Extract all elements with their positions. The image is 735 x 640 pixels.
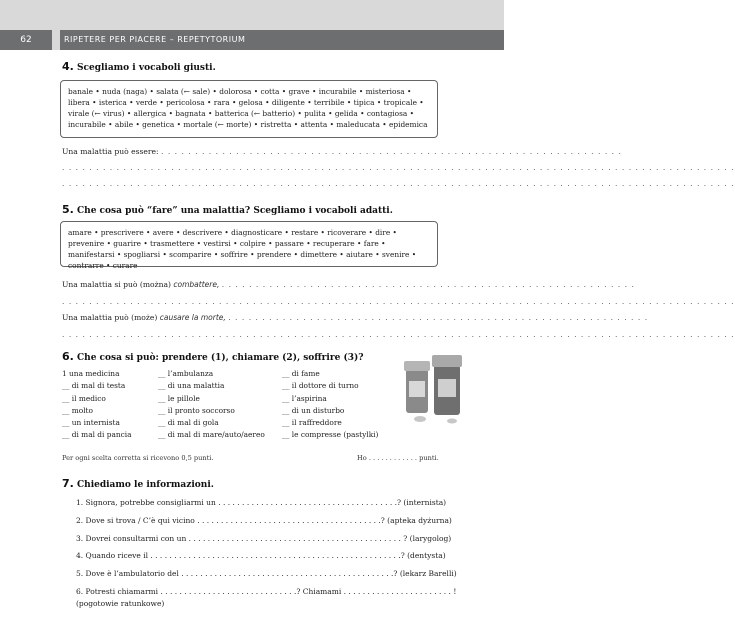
ex6-item[interactable]: __ il pronto soccorso xyxy=(158,405,235,415)
ex7-number: 7. xyxy=(62,477,74,490)
ex6-score-field[interactable]: Ho . . . . . . . . . . . . punti. xyxy=(357,454,439,462)
answer-line[interactable]: . . . . . . . . . . . . . . . . . . . . . . . . . . . . . . . . . . . . . . . . . . . . . . . . . . . . . . . . . . . . . . . . . . . . . . . . . . . . . . . . . . . . . . . . . . . . . . . . . . . xyxy=(62,163,735,172)
answer-line[interactable]: . . . . . . . . . . . . . . . . . . . . . . . . . . . . . . . . . . . . . . . . . . . . . . . . . . . . . . . . . . . . . . . . . . . . . . . . . . . . . . . . . . . . . . . . . . . . . . . . . . . xyxy=(62,297,735,306)
ex5-line2-answer: causare la morte, xyxy=(159,313,226,322)
ex6-item[interactable]: 1 una medicina xyxy=(62,369,120,378)
ex4-title: Scegliamo i vocaboli giusti. xyxy=(76,63,216,73)
pill-bottles-illustration xyxy=(400,345,470,425)
ex6-item[interactable]: __ molto xyxy=(62,405,93,415)
ex6-number: 6. xyxy=(62,350,74,363)
ex6-heading xyxy=(62,350,364,363)
ex6-item[interactable]: __ il raffreddore xyxy=(282,418,342,428)
ex6-item[interactable]: __ di un disturbo xyxy=(282,405,345,415)
ex6-score-note: Per ogni scelta corretta si ricevono 0,5 punti. xyxy=(62,454,214,462)
ex4-word-box: banale • nuda (naga) • salata (← sale) • dolorosa • cotta • grave • incurabile • misteriosa • libera • isterica • verde • pericolosa • rara • gelosa • diligente • terribile • tipica • tropicale • virale (← virus) • allergica • bagnata • batterica (← batterio) • pulita • gelida • contagiosa • incurabile • abile • genetica • mortale (← morte) • ristretta • attenta • maleducata • epidemica xyxy=(60,80,438,138)
ex6-item[interactable]: __ di una malattia xyxy=(158,381,225,391)
ex5-word-box: amare • prescrivere • avere • descrivere • diagnosticare • restare • ricoverare • dire • prevenire • guarire • trasmettere • vestirsi • colpire • passare • recuperare • fare • manifestarsi • spogliarsi • scomparire • soffrire • prendere • dimettere • aiutare • svenire • contrarre • curare xyxy=(60,221,438,267)
ex5-line1-answer: combattere, xyxy=(173,280,220,289)
answer-dots: . . . . . . . . . . . . . . . . . . . . . . . . . . . . . . . . . . . . . . . . . . . . . . . . . . . . . . . . . . . . . . . . . . . . xyxy=(161,147,622,156)
ex4-number: 4. xyxy=(62,60,74,73)
ex6-column-3 xyxy=(282,368,378,442)
ex6-item[interactable]: __ di mal di mare/auto/aereo xyxy=(158,430,265,440)
ex6-item[interactable]: __ di mal di testa xyxy=(62,381,126,391)
ex5-number: 5. xyxy=(62,203,74,216)
ex5-line1-prefix: Una malattia si può (można) xyxy=(62,280,171,289)
ex7-heading xyxy=(62,477,214,490)
running-header: RIPETERE PER PIACERE – REPETYTORIUM xyxy=(60,30,504,50)
ex7-list xyxy=(76,494,457,613)
ex6-column-2 xyxy=(158,368,265,442)
ex6-item[interactable]: __ l’aspirina xyxy=(282,393,327,403)
answer-dots: . . . . . . . . . . . . . . . . . . . . . . . . . . . . . . . . . . . . . . . . . . . . . . . . . . . . . . . . . . . . . . xyxy=(228,313,649,322)
ex6-item[interactable]: __ di mal di gola xyxy=(158,418,219,428)
ex5-line2-prefix: Una malattia può (może) xyxy=(62,313,158,322)
ex6-item[interactable]: __ di mal di pancia xyxy=(62,430,132,440)
ex5-title: Che cosa può “fare” una malattia? Scegliamo i vocaboli adatti. xyxy=(76,206,393,216)
ex7-item[interactable]: 6. Potresti chiamarmi . . . . . . . . . . . . . . . . . . . . . . . . . . . . .? Chiamami . . . . . . . . . . . . . . . . . . . . . . . ! xyxy=(76,586,457,596)
ex6-item[interactable]: __ il dottore di turno xyxy=(282,381,359,391)
ex6-item[interactable]: __ il medico xyxy=(62,393,106,403)
answer-line[interactable]: . . . . . . . . . . . . . . . . . . . . . . . . . . . . . . . . . . . . . . . . . . . . . . . . . . . . . . . . . . . . . . . . . . . . . . . . . . . . . . . . . . . . . . . . . . . . . . . . . . . xyxy=(62,330,735,339)
ex7-item[interactable]: 3. Dovrei consultarmi con un . . . . . . . . . . . . . . . . . . . . . . . . . . . . . . . . . . . . . . . . . . . . . ? (larygolog) xyxy=(76,533,452,543)
ex6-title: Che cosa si può: prendere (1), chiamare (2), soffrire (3)? xyxy=(76,353,364,363)
ex6-item[interactable]: __ un internista xyxy=(62,418,120,428)
answer-dots: . . . . . . . . . . . . . . . . . . . . . . . . . . . . . . . . . . . . . . . . . . . . . . . . . . . . . . . . . . . . . xyxy=(221,280,635,289)
ex4-heading xyxy=(62,60,216,73)
ex7-title: Chiediamo le informazioni. xyxy=(76,480,214,490)
ex5-line-1[interactable] xyxy=(62,280,635,289)
ex6-item[interactable]: __ di fame xyxy=(282,369,320,378)
ex5-heading xyxy=(62,203,393,216)
ex6-item[interactable]: __ l’ambulanza xyxy=(158,369,214,378)
ex6-item[interactable]: __ le compresse (pastylki) xyxy=(282,430,379,440)
ex7-item[interactable]: 5. Dove è l’ambulatorio del . . . . . . . . . . . . . . . . . . . . . . . . . . . . . . . . . . . . . . . . . . . . .? (lekarz Barelli) xyxy=(76,569,457,579)
ex4-prompt-line[interactable] xyxy=(62,147,622,156)
ex7-item[interactable]: 4. Quando riceve il . . . . . . . . . . . . . . . . . . . . . . . . . . . . . . . . . . . . . . . . . . . . . . . . . . . . .? (dentysta) xyxy=(76,551,446,561)
ex4-prompt: Una malattia può essere: xyxy=(62,147,159,156)
ex6-item[interactable]: __ le pillole xyxy=(158,393,200,403)
ex5-line-2[interactable] xyxy=(62,313,649,322)
ex7-item-hint: (pogotowie ratunkowe) xyxy=(76,598,165,608)
ex7-item[interactable]: 2. Dove si trova / C’è qui vicino . . . . . . . . . . . . . . . . . . . . . . . . . . . . . . . . . . . . . . .? (apteka dyżurna) xyxy=(76,515,452,525)
page-number: 62 xyxy=(0,30,52,50)
answer-line[interactable]: . . . . . . . . . . . . . . . . . . . . . . . . . . . . . . . . . . . . . . . . . . . . . . . . . . . . . . . . . . . . . . . . . . . . . . . . . . . . . . . . . . . . . . . . . . . . . . . . . . . xyxy=(62,179,735,188)
ex6-column-1 xyxy=(62,368,132,442)
ex7-item[interactable]: 1. Signora, potrebbe consigliarmi un . . . . . . . . . . . . . . . . . . . . . . . . . . . . . . . . . . . . . .? (internista) xyxy=(76,498,447,507)
